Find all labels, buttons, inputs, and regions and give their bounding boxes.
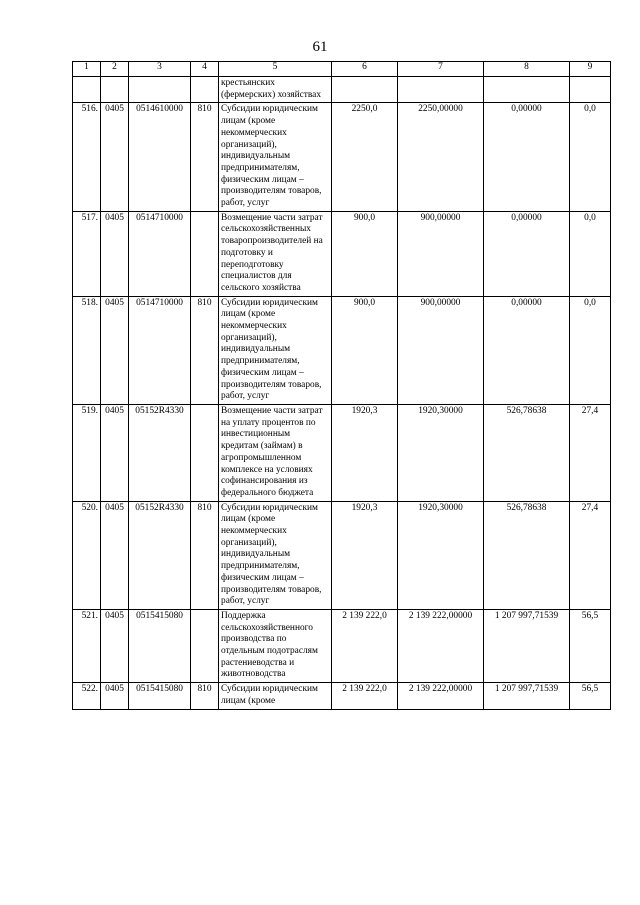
value-col8: 526,78638	[484, 404, 570, 501]
table-row	[73, 211, 611, 296]
section-code: 0405	[101, 683, 129, 709]
section-code: 0405	[101, 609, 129, 682]
table-row	[73, 501, 611, 609]
value-col6: 900,0	[332, 296, 398, 404]
value-col7: 2 139 222,00000	[398, 683, 484, 709]
expense-type-code: 810	[191, 501, 219, 609]
value-col6: 1920,3	[332, 404, 398, 501]
expense-type-code	[191, 211, 219, 296]
row-number: 521.	[73, 609, 101, 682]
row-name: Субсидии юридическим лицам (кроме некоммерческих организаций), индивидуальным предпринимателям, физическим лицам – производителям товаров, работ, услуг	[219, 296, 332, 404]
column-header: 6	[332, 62, 398, 77]
row-name: Поддержка сельскохозяйственного производства по отдельным подотраслям растениеводства и животноводства	[219, 609, 332, 682]
budget-table	[72, 61, 611, 710]
value-col6: 2 139 222,0	[332, 683, 398, 709]
row-name: Возмещение части затрат сельскохозяйственных товаропроизводителей на подготовку и переподготовку специалистов для сельского хозяйства	[219, 211, 332, 296]
row-number: 518.	[73, 296, 101, 404]
continuation-row	[73, 77, 611, 103]
target-article-code: 05152R4330	[129, 501, 191, 609]
value-col7: 900,00000	[398, 296, 484, 404]
value-col7: 900,00000	[398, 211, 484, 296]
row-name: Субсидии юридическим лицам (кроме некоммерческих организаций), индивидуальным предпринимателям, физическим лицам – производителям товаров, работ, услуг	[219, 501, 332, 609]
row-number: 516.	[73, 103, 101, 211]
column-header: 7	[398, 62, 484, 77]
value-col9: 27,4	[570, 501, 611, 609]
value-col8: 0,00000	[484, 103, 570, 211]
expense-type-code: 810	[191, 296, 219, 404]
row-number: 517.	[73, 211, 101, 296]
column-header: 5	[219, 62, 332, 77]
row-name: Субсидии юридическим лицам (кроме некоммерческих организаций), индивидуальным предпринимателям, физическим лицам – производителям товаров, работ, услуг	[219, 103, 332, 211]
column-header: 4	[191, 62, 219, 77]
value-col9: 56,5	[570, 609, 611, 682]
header-row	[73, 62, 611, 77]
value-col8: 0,00000	[484, 296, 570, 404]
value-col7: 1920,30000	[398, 404, 484, 501]
table-row	[73, 609, 611, 682]
value-col9: 0,0	[570, 296, 611, 404]
value-col6: 2250,0	[332, 103, 398, 211]
value-col6: 2 139 222,0	[332, 609, 398, 682]
value-col7: 2250,00000	[398, 103, 484, 211]
section-code: 0405	[101, 404, 129, 501]
expense-type-code: 810	[191, 683, 219, 709]
row-number: 519.	[73, 404, 101, 501]
expense-type-code	[191, 404, 219, 501]
value-col8: 1 207 997,71539	[484, 609, 570, 682]
value-col9: 0,0	[570, 103, 611, 211]
column-header: 9	[570, 62, 611, 77]
section-code: 0405	[101, 296, 129, 404]
value-col6: 900,0	[332, 211, 398, 296]
target-article-code: 05152R4330	[129, 404, 191, 501]
target-article-code: 0515415080	[129, 683, 191, 709]
column-header: 1	[73, 62, 101, 77]
value-col9: 56,5	[570, 683, 611, 709]
column-header: 2	[101, 62, 129, 77]
expense-type-code	[191, 609, 219, 682]
table-row	[73, 296, 611, 404]
row-name: крестьянских (фермерских) хозяйствах	[219, 77, 332, 103]
value-col8: 0,00000	[484, 211, 570, 296]
value-col9: 0,0	[570, 211, 611, 296]
row-number: 522.	[73, 683, 101, 709]
row-name: Субсидии юридическим лицам (кроме	[219, 683, 332, 709]
target-article-code: 0514710000	[129, 296, 191, 404]
table-row	[73, 404, 611, 501]
value-col8: 1 207 997,71539	[484, 683, 570, 709]
column-header: 3	[129, 62, 191, 77]
value-col6: 1920,3	[332, 501, 398, 609]
row-name: Возмещение части затрат на уплату процентов по инвестиционным кредитам (займам) в агропромышленном комплексе на условиях софинансирования из федерального бюджета	[219, 404, 332, 501]
value-col9: 27,4	[570, 404, 611, 501]
section-code: 0405	[101, 103, 129, 211]
value-col8: 526,78638	[484, 501, 570, 609]
target-article-code: 0514710000	[129, 211, 191, 296]
page-number: 61	[312, 39, 328, 55]
target-article-code: 0515415080	[129, 609, 191, 682]
column-header: 8	[484, 62, 570, 77]
expense-type-code: 810	[191, 103, 219, 211]
value-col7: 1920,30000	[398, 501, 484, 609]
section-code: 0405	[101, 501, 129, 609]
row-number: 520.	[73, 501, 101, 609]
table-row	[73, 683, 611, 709]
section-code: 0405	[101, 211, 129, 296]
target-article-code: 0514610000	[129, 103, 191, 211]
table-row	[73, 103, 611, 211]
value-col7: 2 139 222,00000	[398, 609, 484, 682]
